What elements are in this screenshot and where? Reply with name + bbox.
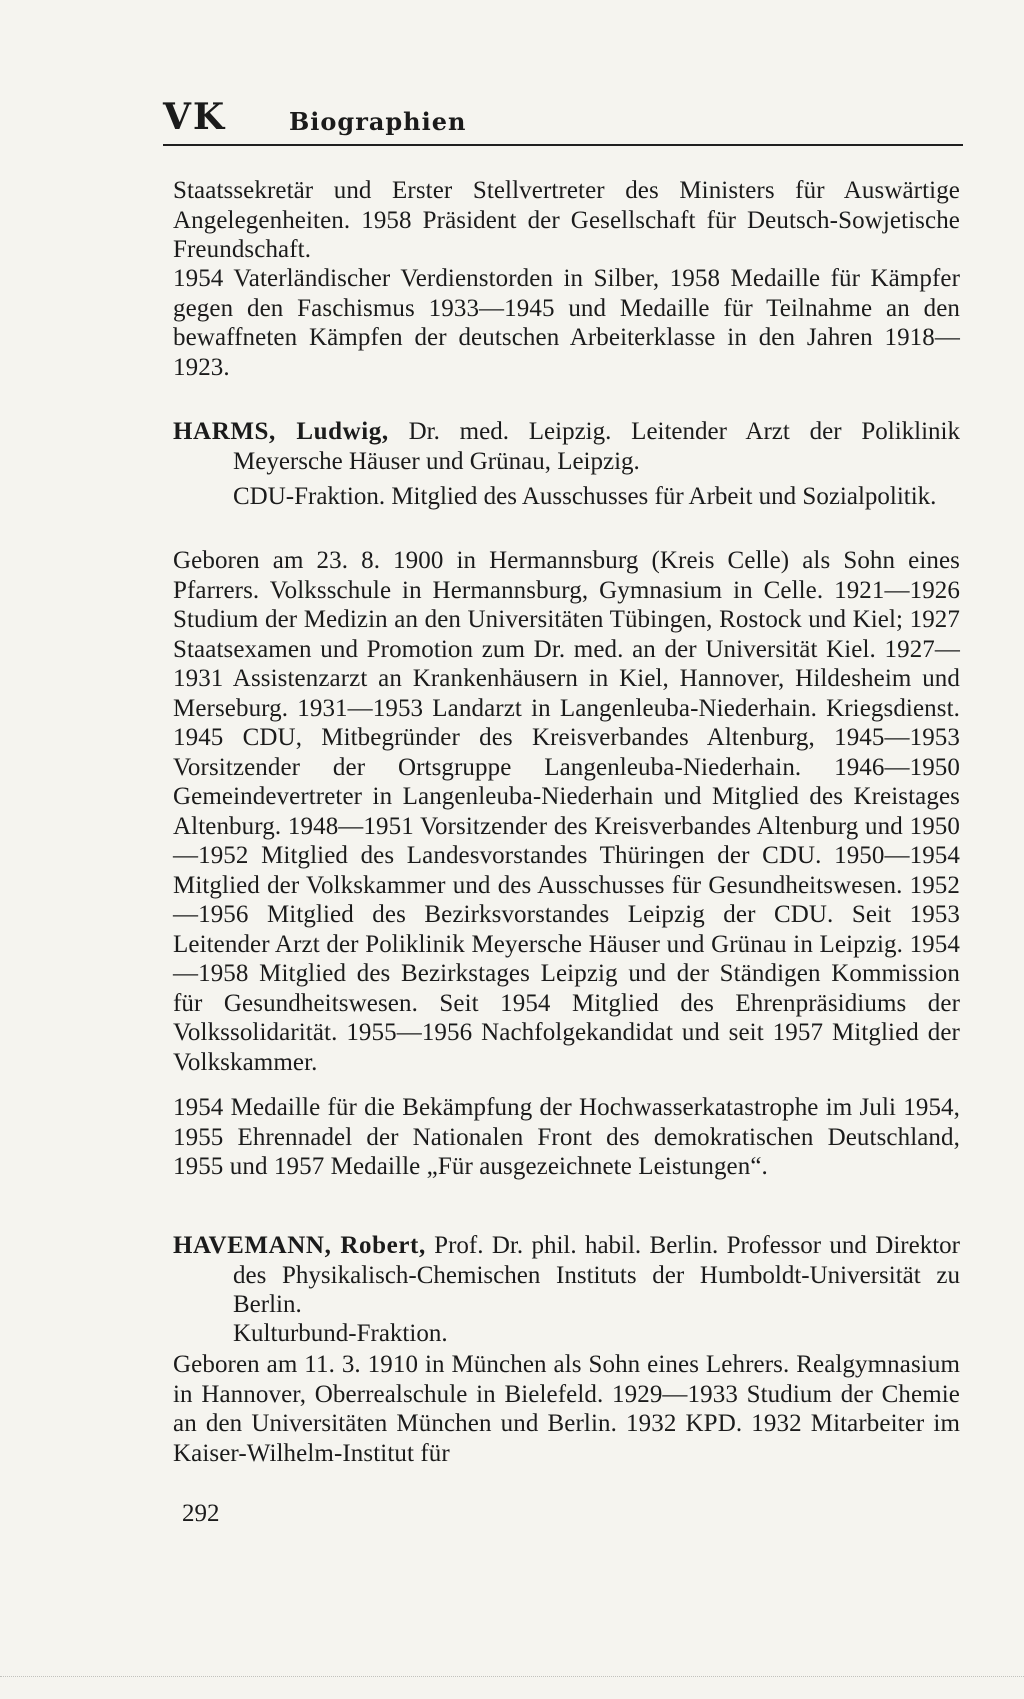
entry-faction: CDU-Fraktion. Mitglied des Ausschusses für Arbeit und Sozialpolitik.: [233, 483, 937, 510]
entry-name: HARMS, Ludwig,: [173, 418, 389, 445]
entry-awards: 1954 Medaille für die Bekämpfung der Hochwasserkatastrophe im Juli 1954, 1955 Ehrennadel der Nationalen Front des demokratischen Deutschland, 1955 und 1957 Medaille „Für ausgezeichnete Leistungen“.: [173, 1094, 960, 1180]
entry-biography: Geboren am 11. 3. 1910 in München als Sohn eines Lehrers. Realgymnasium in Hannover, Oberrealschule in Bielefeld. 1929—1933 Studium der Chemie an den Universitäten München und Berlin. 1932 KPD. 1932 Mitarbeiter im Kaiser-Wilhelm-Institut für: [173, 1351, 960, 1467]
running-header: [163, 96, 963, 146]
entry-heading-havemann: [173, 1231, 960, 1320]
entry-heading-rest: Dr. med. Leipzig. Leitender Arzt der Poliklinik Meyersche Häuser und Grünau, Leipzig.: [233, 418, 960, 475]
scan-artifacts: [0, 1672, 1024, 1677]
section-title: Biographien: [289, 107, 467, 136]
entry-heading-harms: [173, 417, 960, 476]
entry-faction: Kulturbund-Fraktion.: [233, 1320, 448, 1347]
entry-biography: Geboren am 23. 8. 1900 in Hermannsburg (Kreis Celle) als Sohn eines Pfarrers. Volksschule in Hermannsburg, Gymnasium in Celle. 1921—1926 Studium der Medizin an den Universitäten Tübingen, Rostock und Kiel; 1927 Staatsexamen und Promotion zum Dr. med. an der Universität Kiel. 1927—1931 Assistenzarzt an Krankenhäusern in Kiel, Hannover, Hildesheim und Merseburg. 1931—1953 Landarzt in Langenleuba-Niederhain. Kriegsdienst. 1945 CDU, Mitbegründer des Kreisverbandes Altenburg, 1945—1953 Vorsitzender der Ortsgruppe Langenleuba-Niederhain. 1946—1950 Gemeindevertreter in Langenleuba-Niederhain und Mitglied des Kreistages Altenburg. 1948—1951 Vorsitzender des Kreisverbandes Altenburg und 1950—1952 Mitglied des Landesvorstandes Thüringen der CDU. 1950—1954 Mitglied der Volkskammer und des Ausschusses für Gesundheitswesen. 1952—1956 Mitglied des Bezirksvorstandes Leipzig der CDU. Seit 1953 Leitender Arzt der Poliklinik Meyersche Häuser und Grünau in Leipzig. 1954—1958 Mitglied des Bezirkstages Leipzig und der Ständigen Kommission für Gesundheitswesen. Seit 1954 Mitglied des Ehrenpräsidiums der Volkssolidarität. 1955—1956 Nachfolgekandidat und seit 1957 Mitglied der Volkskammer.: [173, 547, 960, 1076]
page-number: 292: [182, 1500, 220, 1527]
continuation-awards: 1954 Vaterländischer Verdienstorden in Silber, 1958 Medaille für Kämpfer gegen den Faschismus 1933—1945 und Medaille für Teilnahme an den bewaffneten Kämpfen der deutschen Arbeiterklasse in den Jahren 1918—1923.: [173, 265, 960, 381]
continuation-paragraph: Staatssekretär und Erster Stellvertreter des Ministers für Auswärtige Angelegenheiten. 1958 Präsident der Gesellschaft für Deutsch-Sowjetische Freundschaft.: [173, 177, 960, 263]
section-monogram: VK: [163, 96, 227, 138]
entry-heading-rest: Prof. Dr. phil. habil. Berlin. Professor und Direktor des Physikalisch-Chemischen Instituts der Humboldt-Universität zu Berlin.: [233, 1232, 960, 1318]
entry-name: HAVEMANN, Robert,: [173, 1232, 426, 1259]
